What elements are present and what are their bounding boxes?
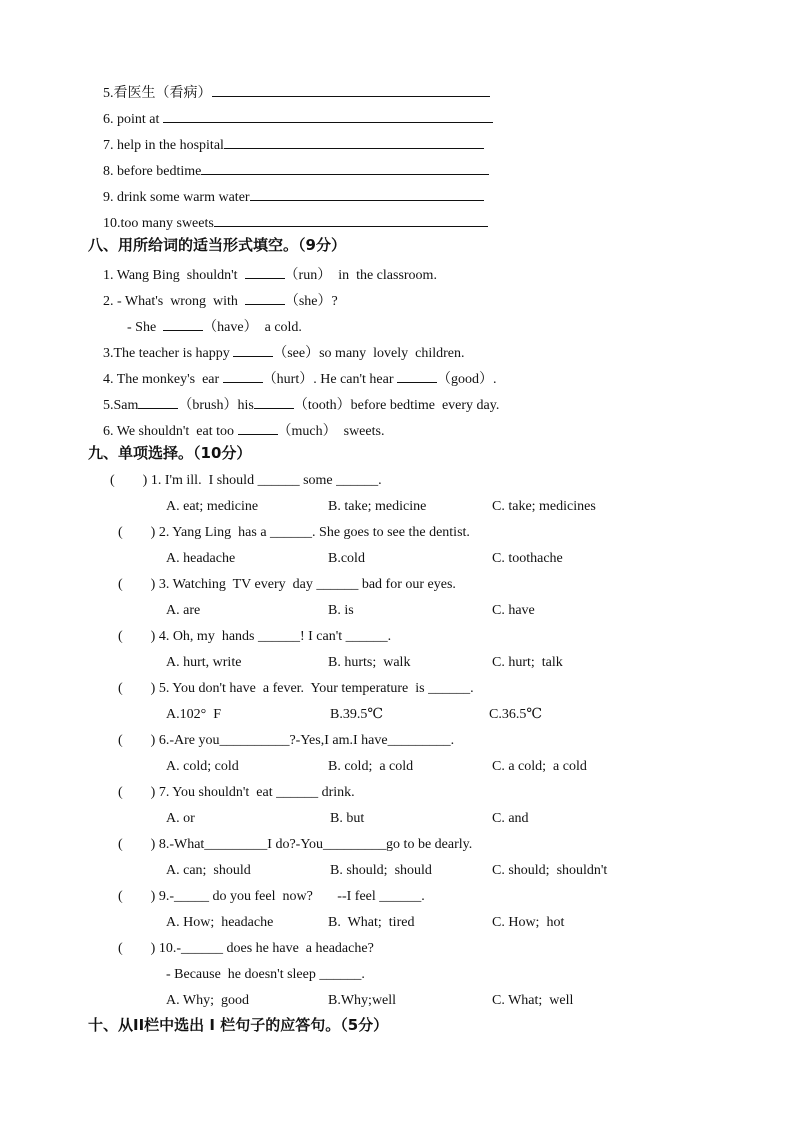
section-10-title: 十、从II栏中选出 I 栏句子的应答句。（5分） xyxy=(88,1016,389,1034)
phrase-7: 7. help in the hospital xyxy=(103,134,484,155)
s9-option-b[interactable]: B. hurts; walk xyxy=(328,655,411,670)
s9-option-a[interactable]: A. or xyxy=(166,811,195,826)
s9-option-b[interactable]: B. What; tired xyxy=(328,915,415,930)
s9-option-c[interactable]: C. have xyxy=(492,603,535,618)
s9-option-b[interactable]: B. is xyxy=(328,603,354,618)
answer-blank[interactable] xyxy=(250,186,484,201)
s9-option-a[interactable]: A. are xyxy=(166,603,201,618)
phrase-10: 10.too many sweets xyxy=(103,212,488,233)
s9-question-stem: ( ) 3. Watching TV every day ______ bad for our eyes. xyxy=(118,577,456,592)
answer-blank[interactable] xyxy=(397,368,437,383)
answer-blank[interactable] xyxy=(214,212,488,227)
s9-question-stem: ( ) 1. I'm ill. I should ______ some ______. xyxy=(110,473,382,488)
s9-question-stem: ( ) 8.-What_________I do?-You_________go to be dearly. xyxy=(118,837,473,852)
s9-question-stem: ( ) 5. You don't have a fever. Your temperature is ______. xyxy=(118,681,474,696)
s9-option-b[interactable]: B. cold; a cold xyxy=(328,759,414,774)
s9-question-stem: ( ) 2. Yang Ling has a ______. She goes to see the dentist. xyxy=(118,525,470,540)
s9-option-a[interactable]: A. How; headache xyxy=(166,915,274,930)
s9-option-b[interactable]: B.Why;well xyxy=(328,993,397,1008)
s8-question-1: 1. Wang Bing shouldn't （run） in the classroom. xyxy=(103,264,437,285)
s8-question-4: 4. The monkey's ear （hurt）. He can't hear （good）. xyxy=(103,368,497,389)
section-9-title: 九、单项选择。（10分） xyxy=(88,444,252,462)
s9-option-c[interactable]: C. and xyxy=(492,811,529,826)
answer-blank[interactable] xyxy=(163,108,493,123)
s9-option-c[interactable]: C. How; hot xyxy=(492,915,565,930)
s9-option-a[interactable]: A. eat; medicine xyxy=(166,499,259,514)
s9-question-stem: ( ) 6.-Are you__________?-Yes,I am.I have_________. xyxy=(118,733,455,748)
s9-option-b[interactable]: B.39.5℃ xyxy=(330,707,383,722)
s9-option-a[interactable]: A. hurt, write xyxy=(166,655,242,670)
s9-question-stem: ( ) 7. You shouldn't eat ______ drink. xyxy=(118,785,355,800)
s9-option-a[interactable]: A. headache xyxy=(166,551,236,566)
s9-option-c[interactable]: C. What; well xyxy=(492,993,574,1008)
s9-option-c[interactable]: C. toothache xyxy=(492,551,563,566)
s9-option-b[interactable]: B. should; should xyxy=(330,863,432,878)
s9-option-b[interactable]: B.cold xyxy=(328,551,365,566)
answer-blank[interactable] xyxy=(238,420,278,435)
s9-option-b[interactable]: B. take; medicine xyxy=(328,499,427,514)
s9-question-stem: ( ) 4. Oh, my hands ______! I can't ______. xyxy=(118,629,392,644)
s8-question-5: 5.Sam （brush）his （tooth）before bedtime every day. xyxy=(103,394,499,415)
answer-blank[interactable] xyxy=(201,160,489,175)
s9-question-stem: ( ) 9.-_____ do you feel now? --I feel ______. xyxy=(118,889,425,904)
phrase-6: 6. point at xyxy=(103,108,493,129)
s8-question-2a: 2. - What's wrong with （she）? xyxy=(103,290,338,311)
answer-blank[interactable] xyxy=(224,134,484,149)
answer-blank[interactable] xyxy=(245,264,285,279)
answer-blank[interactable] xyxy=(254,394,294,409)
s8-question-6: 6. We shouldn't eat too （much） sweets. xyxy=(103,420,384,441)
answer-blank[interactable] xyxy=(245,290,285,305)
s8-question-3: 3.The teacher is happy （see）so many lovely children. xyxy=(103,342,465,363)
s9-option-a[interactable]: A. can; should xyxy=(166,863,251,878)
answer-blank[interactable] xyxy=(138,394,178,409)
s9-option-a[interactable]: A. Why; good xyxy=(166,993,249,1008)
answer-blank[interactable] xyxy=(223,368,263,383)
s9-option-b[interactable]: B. but xyxy=(330,811,365,826)
section-8-title: 八、用所给词的适当形式填空。（9分） xyxy=(88,236,346,254)
phrase-5: 5.看医生（看病） xyxy=(103,82,490,103)
s9-option-a[interactable]: A.102° F xyxy=(166,707,221,722)
s9-option-a[interactable]: A. cold; cold xyxy=(166,759,239,774)
answer-blank[interactable] xyxy=(212,82,490,97)
answer-blank[interactable] xyxy=(163,316,203,331)
answer-blank[interactable] xyxy=(233,342,273,357)
s9-option-c[interactable]: C.36.5℃ xyxy=(489,707,542,722)
s9-option-c[interactable]: C. a cold; a cold xyxy=(492,759,587,774)
s9-question-stem: ( ) 10.-______ does he have a headache? xyxy=(118,941,374,956)
s9-option-c[interactable]: C. should; shouldn't xyxy=(492,863,608,878)
s9-option-c[interactable]: C. take; medicines xyxy=(492,499,596,514)
phrase-8: 8. before bedtime xyxy=(103,160,489,181)
phrase-9: 9. drink some warm water xyxy=(103,186,484,207)
s9-question-stem-continued: - Because he doesn't sleep ______. xyxy=(166,967,365,982)
s8-question-2b: - She （have） a cold. xyxy=(127,316,302,337)
s9-option-c[interactable]: C. hurt; talk xyxy=(492,655,563,670)
